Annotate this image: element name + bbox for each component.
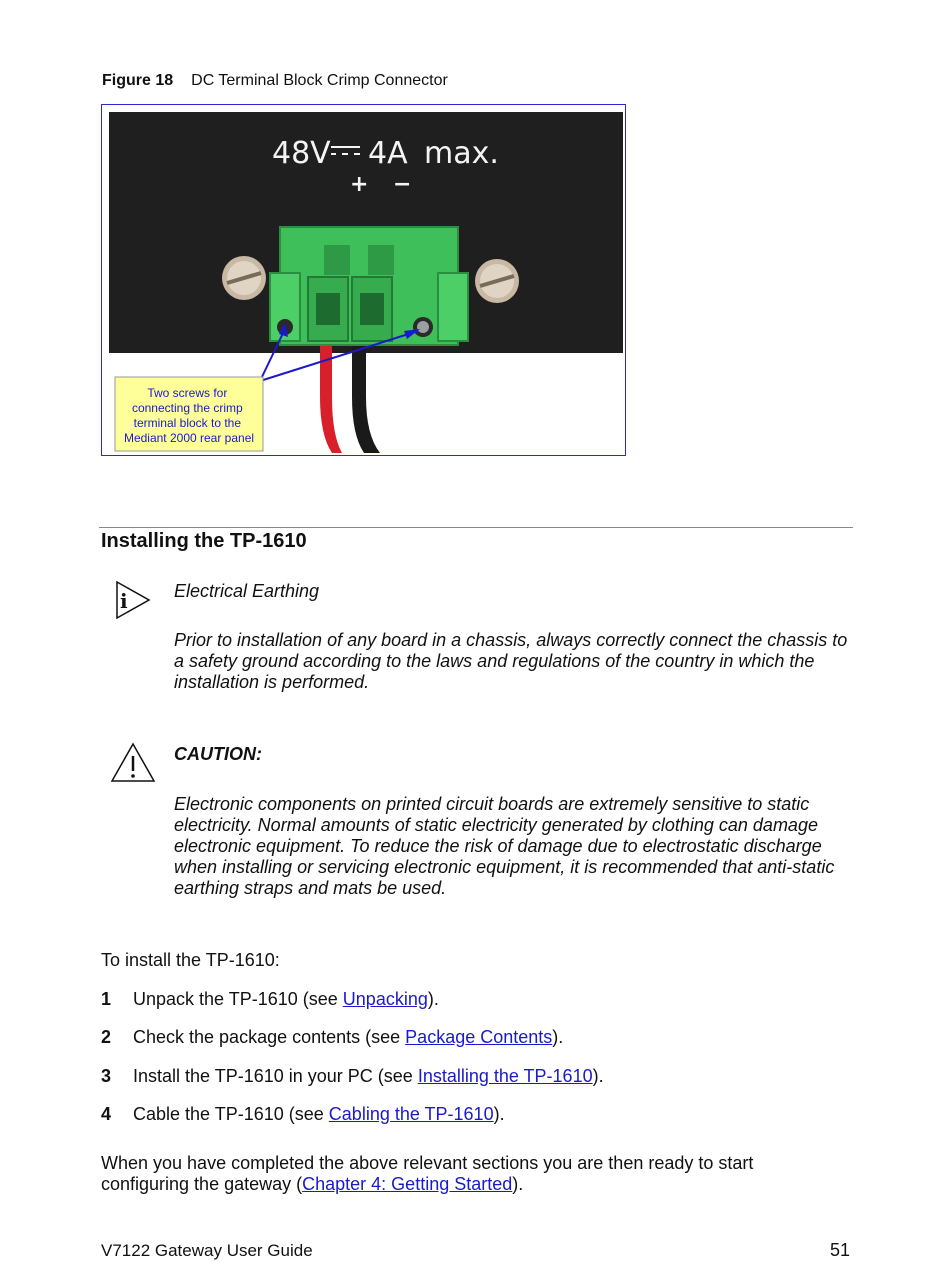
panel-current-label: 4A bbox=[368, 136, 408, 171]
step-number: 2 bbox=[101, 1027, 112, 1047]
step-2: 2 Check the package contents (see Package Contents). bbox=[101, 1027, 564, 1047]
caution-heading: CAUTION: bbox=[174, 744, 262, 764]
note-heading: Electrical Earthing bbox=[174, 581, 320, 601]
figure-image bbox=[101, 104, 626, 456]
step-text: Check the package contents (see bbox=[133, 1027, 406, 1047]
panel-voltage-label: 48V bbox=[272, 136, 331, 171]
plus-sign: + bbox=[350, 172, 369, 197]
step-text: Install the TP-1610 in your PC (see bbox=[133, 1066, 418, 1086]
caution-body: Electronic components on printed circuit boards are extremely sensitive to static electricity. Normal amounts of static electricity generated by clothing can damage electronic equipment. To reduce the risk of damage due to electrostatic discharge when installing or servicing electronic equipment, it is recommended that anti-static earthing straps and mats be used. bbox=[174, 794, 835, 898]
page-number: 51 bbox=[830, 1240, 851, 1260]
link-installing-tp1610[interactable]: Installing the TP-1610 bbox=[417, 1066, 593, 1086]
left-panel-screw-icon bbox=[222, 256, 266, 300]
figure-title: DC Terminal Block Crimp Connector bbox=[191, 72, 448, 89]
step-1: 1 Unpack the TP-1610 (see Unpacking). bbox=[101, 989, 439, 1009]
figure-caption bbox=[102, 72, 448, 90]
link-getting-started[interactable]: Chapter 4: Getting Started bbox=[302, 1174, 513, 1194]
crimp-connector bbox=[270, 227, 468, 345]
link-package-contents[interactable]: Package Contents bbox=[405, 1027, 553, 1047]
svg-text:i: i bbox=[120, 589, 128, 613]
section-divider bbox=[99, 527, 853, 528]
info-note-icon bbox=[114, 580, 152, 625]
step-4: 4 Cable the TP-1610 (see Cabling the TP-1610). bbox=[101, 1104, 505, 1124]
step-text: Unpack the TP-1610 (see bbox=[133, 989, 343, 1009]
figure-number: Figure 18 bbox=[102, 72, 174, 89]
closing-paragraph: When you have completed the above relevant sections you are then ready to start configuring the gateway (Chapter 4: Getting Started). bbox=[101, 1153, 754, 1194]
step-text: Cable the TP-1610 (see bbox=[133, 1104, 329, 1124]
warning-triangle-icon bbox=[110, 742, 156, 789]
screws-callout: Two screws for connecting the crimp terminal block to the Mediant 2000 rear panel bbox=[123, 386, 255, 445]
step-3: 3 Install the TP-1610 in your PC (see Installing the TP-1610). bbox=[101, 1066, 604, 1086]
procedure-intro: To install the TP-1610: bbox=[101, 950, 280, 970]
step-number: 4 bbox=[101, 1104, 112, 1124]
panel-max-label: max. bbox=[424, 136, 499, 171]
right-panel-screw-icon bbox=[475, 259, 519, 303]
link-cabling-tp1610[interactable]: Cabling the TP-1610 bbox=[328, 1104, 494, 1124]
link-unpacking[interactable]: Unpacking bbox=[342, 989, 428, 1009]
footer-doc-title: V7122 Gateway User Guide bbox=[101, 1241, 313, 1260]
step-number: 1 bbox=[101, 989, 112, 1009]
minus-sign: − bbox=[393, 172, 412, 197]
note-body: Prior to installation of any board in a chassis, always correctly connect the chassis to a safety ground according to the laws and regulations of the country in which the installation is performed. bbox=[174, 630, 848, 692]
section-title: Installing the TP-1610 bbox=[101, 530, 307, 552]
step-number: 3 bbox=[101, 1066, 112, 1086]
